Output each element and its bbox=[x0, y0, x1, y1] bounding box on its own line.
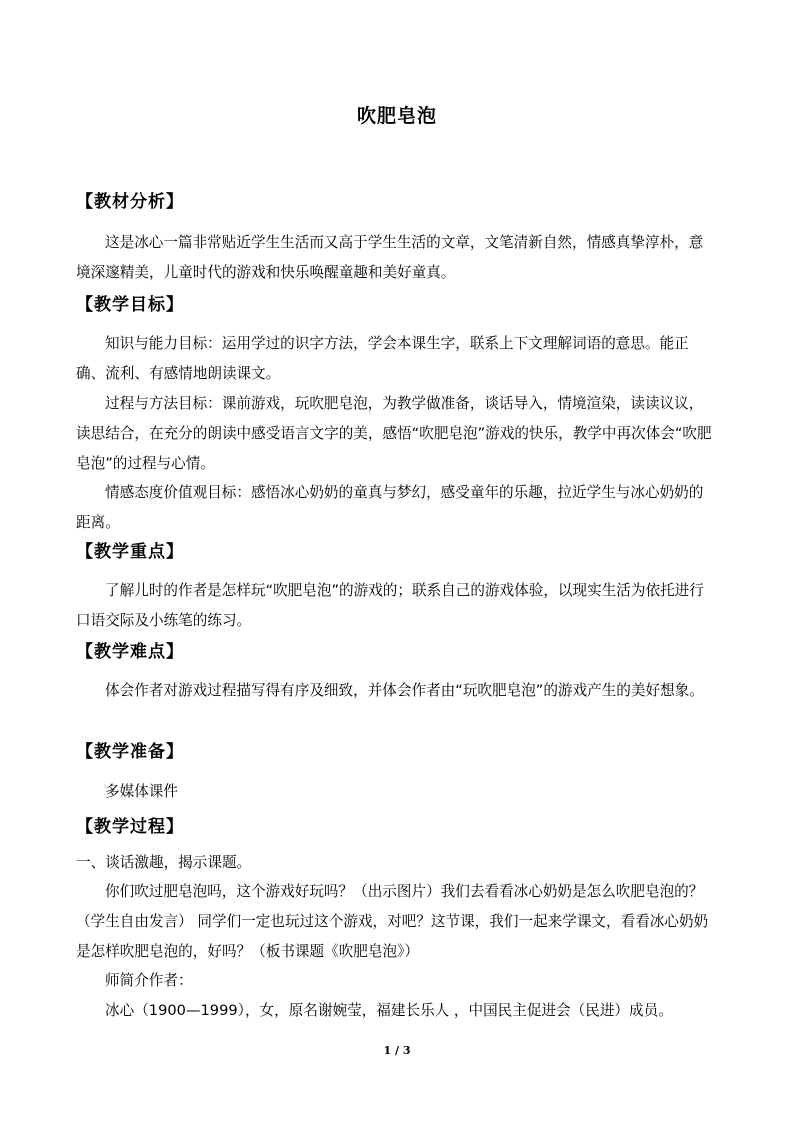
process-step-1: 一、谈话激趣，揭示课题。 bbox=[76, 854, 252, 871]
paragraph-process-intro: 你们吹过肥皂泡吗，这个游戏好玩吗？（出示图片）我们去看看冰心奶奶是怎么吹肥皂泡的？（学生自由发言） 同学们一定也玩过这个游戏，对吧？这节课，我们一起来学课文，看看冰心奶奶是怎样吹肥皂泡的，好吗？（板书课题《吹肥皂泡》） bbox=[76, 883, 709, 960]
paragraph-key: 了解儿时的作者是怎样玩“吹肥皂泡”的游戏的；联系自己的游戏体验，以现实生活为依托进行口语交际及小练笔的练习。 bbox=[76, 582, 704, 629]
heading-difficulty: 【教学难点】 bbox=[76, 642, 184, 662]
document-title: 吹肥皂泡 bbox=[356, 105, 437, 127]
paragraph-author-intro: 师简介作者： bbox=[105, 972, 193, 989]
heading-prep: 【教学准备】 bbox=[76, 742, 184, 762]
heading-key: 【教学重点】 bbox=[76, 542, 184, 562]
paragraph-goal-knowledge: 知识与能力目标：运用学过的识字方法，学会本课生字，联系上下文理解词语的意思。能正确、流利、有感情地朗读课文。 bbox=[76, 335, 689, 382]
heading-goals: 【教学目标】 bbox=[76, 295, 184, 315]
paragraph-analysis: 这是冰心一篇非常贴近学生生活而又高于学生生活的文章，文笔清新自然，情感真挚淳朴，意境深邃精美，儿童时代的游戏和快乐唤醒童趣和美好童真。 bbox=[76, 234, 704, 281]
heading-analysis: 【教材分析】 bbox=[76, 192, 184, 212]
paragraph-author-bio: 冰心（1900—1999），女，原名谢婉莹，福建长乐人 ，中国民主促进会（民进）成员。 bbox=[105, 1002, 673, 1019]
page-number: 1 / 3 bbox=[383, 1044, 411, 1057]
paragraph-goal-emotion: 情感态度价值观目标：感悟冰心奶奶的童真与梦幻，感受童年的乐趣，拉近学生与冰心奶奶的距离。 bbox=[76, 484, 704, 531]
paragraph-difficulty: 体会作者对游戏过程描写得有序及细致，并体会作者由“玩吹肥皂泡”的游戏产生的美好想象。 bbox=[105, 682, 704, 699]
paragraph-goal-process: 过程与方法目标：课前游戏，玩吹肥皂泡，为教学做准备，谈话导入，情境渲染，读读议议，读思结合，在充分的朗读中感受语言文字的美，感悟“吹肥皂泡”游戏的快乐，教学中再次体会“吹肥皂泡”的过程与心情。 bbox=[76, 395, 712, 472]
heading-process: 【教学过程】 bbox=[76, 817, 184, 837]
paragraph-prep: 多媒体课件 bbox=[105, 783, 178, 800]
